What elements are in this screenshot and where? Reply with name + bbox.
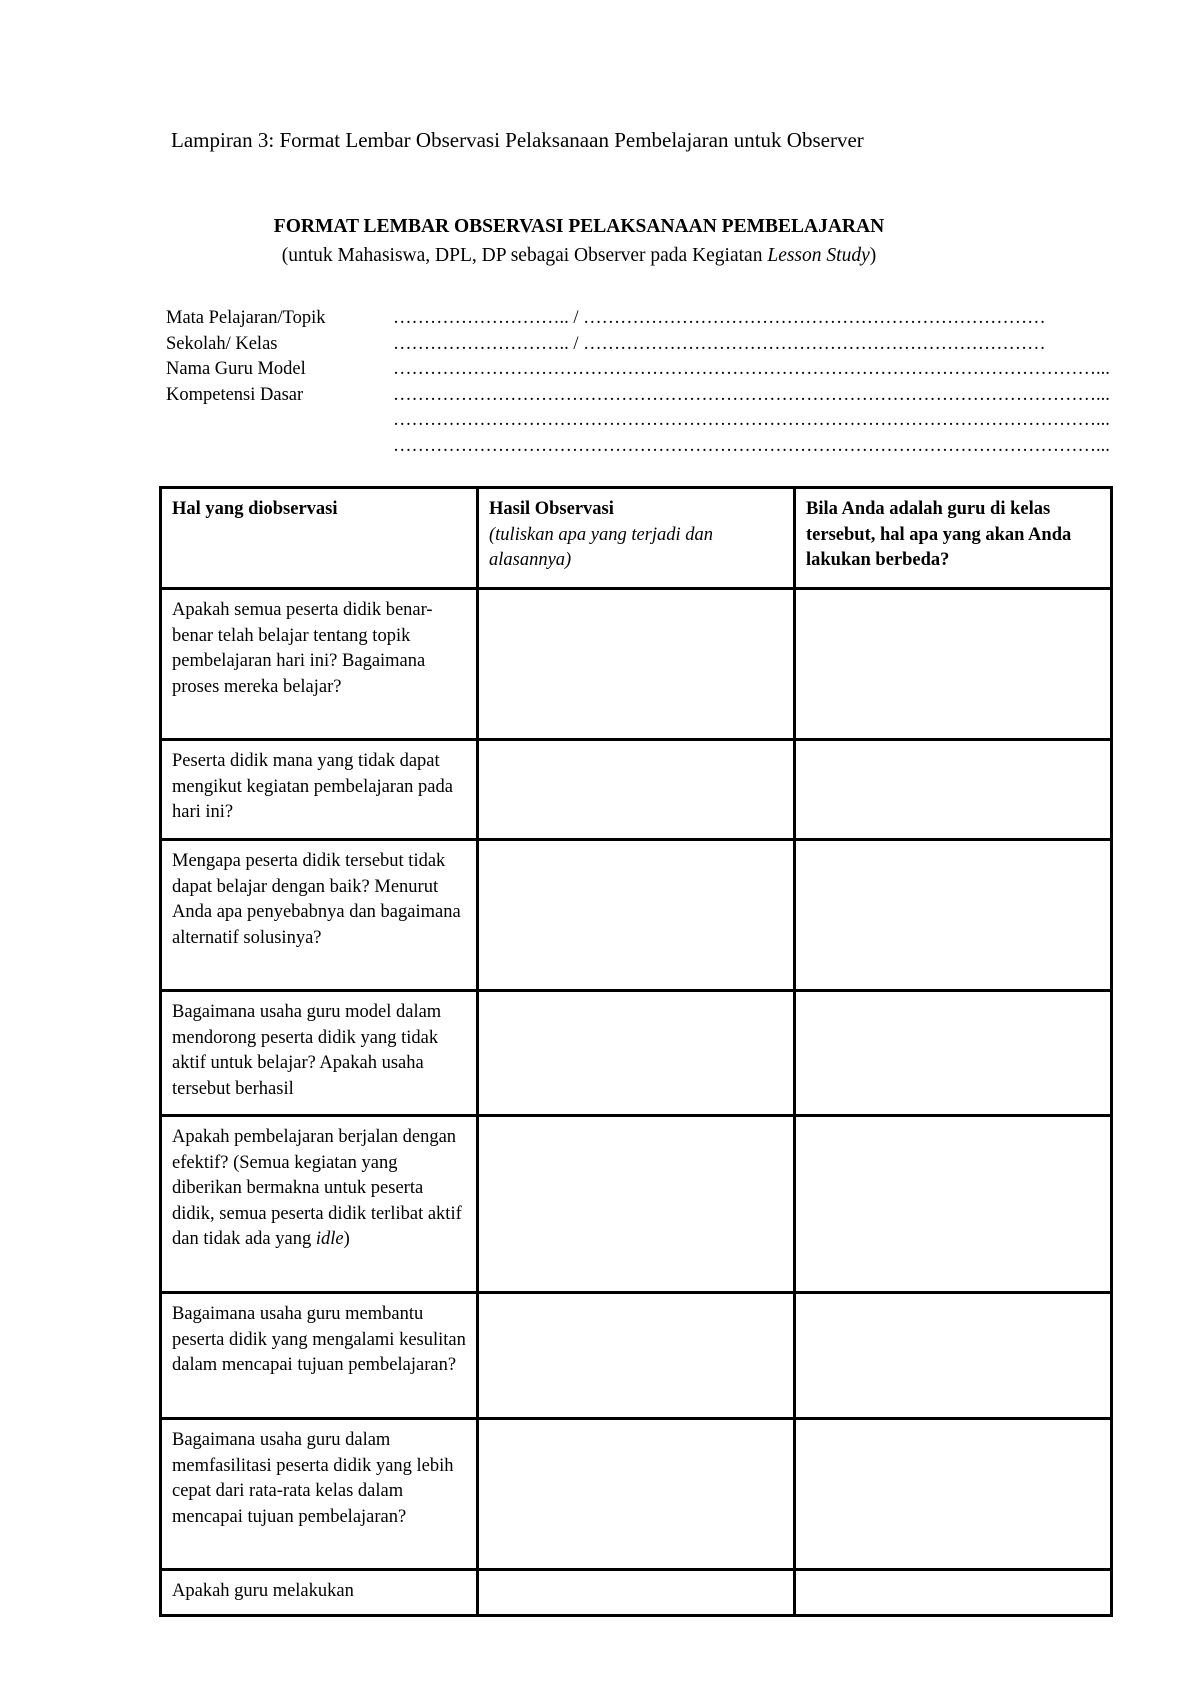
field-label: Mata Pelajaran/Topik xyxy=(166,308,326,328)
header-alternative-action xyxy=(795,488,1112,589)
alternative-cell[interactable] xyxy=(795,1116,1112,1293)
observation-table xyxy=(159,486,1113,1617)
identity-fields xyxy=(166,306,1113,459)
header-observation-result xyxy=(478,488,795,589)
table-header-row xyxy=(161,488,1112,589)
question-cell xyxy=(161,589,478,740)
field-label: Kompetensi Dasar xyxy=(166,384,304,405)
field-school-class xyxy=(166,332,1113,358)
table-row xyxy=(161,840,1112,991)
question-cell xyxy=(161,1293,478,1419)
field-blank: ……………………………………………………………………………………………………... xyxy=(393,410,1110,430)
result-cell[interactable] xyxy=(478,991,795,1116)
table-row xyxy=(161,1419,1112,1570)
appendix-title: Lampiran 3: Format Lembar Observasi Pelaksanaan Pembelajaran untuk Observer xyxy=(171,128,864,152)
question-text: Bagaimana usaha guru dalam memfasilitasi peserta didik yang lebih cepat dari rata-rata kelas dalam mencapai tujuan pembelajaran? xyxy=(172,1430,454,1527)
field-continuation xyxy=(166,434,1113,460)
result-cell[interactable] xyxy=(478,740,795,840)
alternative-cell[interactable] xyxy=(795,1570,1112,1616)
field-label: Sekolah/ Kelas xyxy=(166,333,278,354)
document-title: FORMAT LEMBAR OBSERVASI PELAKSANAAN PEMBELAJARAN xyxy=(273,216,885,237)
result-cell[interactable] xyxy=(478,1419,795,1570)
table-row xyxy=(161,991,1112,1116)
field-subject-topic xyxy=(166,306,1113,332)
subtitle-emphasis: Lesson Study xyxy=(767,245,870,266)
header-note: (tuliskan apa yang terjadi dan alasannya) xyxy=(489,524,714,570)
field-basic-competency xyxy=(166,383,1113,409)
alternative-cell[interactable] xyxy=(795,589,1112,740)
table-row xyxy=(161,1293,1112,1419)
field-continuation xyxy=(166,408,1113,434)
question-text: Apakah semua peserta didik benar-benar telah belajar tentang topik pembelajaran hari ini? Bagaimana proses mereka belajar? xyxy=(172,600,433,697)
question-text: Peserta didik mana yang tidak dapat mengikut kegiatan pembelajaran pada hari ini? xyxy=(172,751,453,822)
result-cell[interactable] xyxy=(478,589,795,740)
subtitle-suffix: ) xyxy=(869,245,877,266)
alternative-cell[interactable] xyxy=(795,1419,1112,1570)
question-cell xyxy=(161,1419,478,1570)
question-cell xyxy=(161,991,478,1116)
field-blank: ……………………….. / ………………………………………………………………… xyxy=(393,308,1046,328)
field-model-teacher xyxy=(166,357,1113,383)
result-cell[interactable] xyxy=(478,1570,795,1616)
table-row xyxy=(161,1116,1112,1293)
question-cell xyxy=(161,840,478,991)
alternative-cell[interactable] xyxy=(795,840,1112,991)
question-text-end: ) xyxy=(343,1229,350,1249)
field-label xyxy=(166,434,393,460)
question-text: Mengapa peserta didik tersebut tidak dapat belajar dengan baik? Menurut Anda apa penyebabnya dan bagaimana alternatif solusinya? xyxy=(172,851,461,948)
alternative-cell[interactable] xyxy=(795,991,1112,1116)
field-blank: ……………………………………………………………………………………………………... xyxy=(393,435,1110,456)
header-label: Hasil Observasi xyxy=(489,499,614,519)
field-blank: ……………………………………………………………………………………………………... xyxy=(393,359,1110,379)
field-label xyxy=(166,408,393,434)
question-emphasis: idle xyxy=(315,1229,344,1249)
table-row xyxy=(161,740,1112,840)
subtitle-prefix: (untuk Mahasiswa, DPL, DP sebagai Observer pada Kegiatan xyxy=(281,245,768,266)
field-blank: ……………………….. / ………………………………………………………………… xyxy=(393,333,1046,354)
table-row xyxy=(161,589,1112,740)
header-label: Bila Anda adalah guru di kelas tersebut, hal apa yang akan Anda lakukan berbeda? xyxy=(806,499,1072,570)
alternative-cell[interactable] xyxy=(795,1293,1112,1419)
question-cell xyxy=(161,1570,478,1616)
table-row xyxy=(161,1570,1112,1616)
question-text: Bagaimana usaha guru membantu peserta didik yang mengalami kesulitan dalam mencapai tujuan pembelajaran? xyxy=(172,1304,466,1375)
field-label: Nama Guru Model xyxy=(166,359,306,379)
question-cell xyxy=(161,740,478,840)
alternative-cell[interactable] xyxy=(795,740,1112,840)
field-blank: ……………………………………………………………………………………………………... xyxy=(393,384,1110,405)
header-observed-item xyxy=(161,488,478,589)
question-text: Apakah pembelajaran berjalan dengan efektif? (Semua kegiatan yang diberikan bermakna untuk peserta didik, semua peserta didik terlibat aktif dan tidak ada yang xyxy=(172,1127,462,1249)
question-text: Bagaimana usaha guru model dalam mendorong peserta didik yang tidak aktif untuk belajar? Apakah usaha tersebut berhasil xyxy=(172,1002,442,1099)
question-text: Apakah guru melakukan xyxy=(172,1581,354,1601)
result-cell[interactable] xyxy=(478,1293,795,1419)
question-cell xyxy=(161,1116,478,1293)
result-cell[interactable] xyxy=(478,1116,795,1293)
document-subtitle xyxy=(0,245,1158,267)
result-cell[interactable] xyxy=(478,840,795,991)
header-label: Hal yang diobservasi xyxy=(172,499,338,519)
